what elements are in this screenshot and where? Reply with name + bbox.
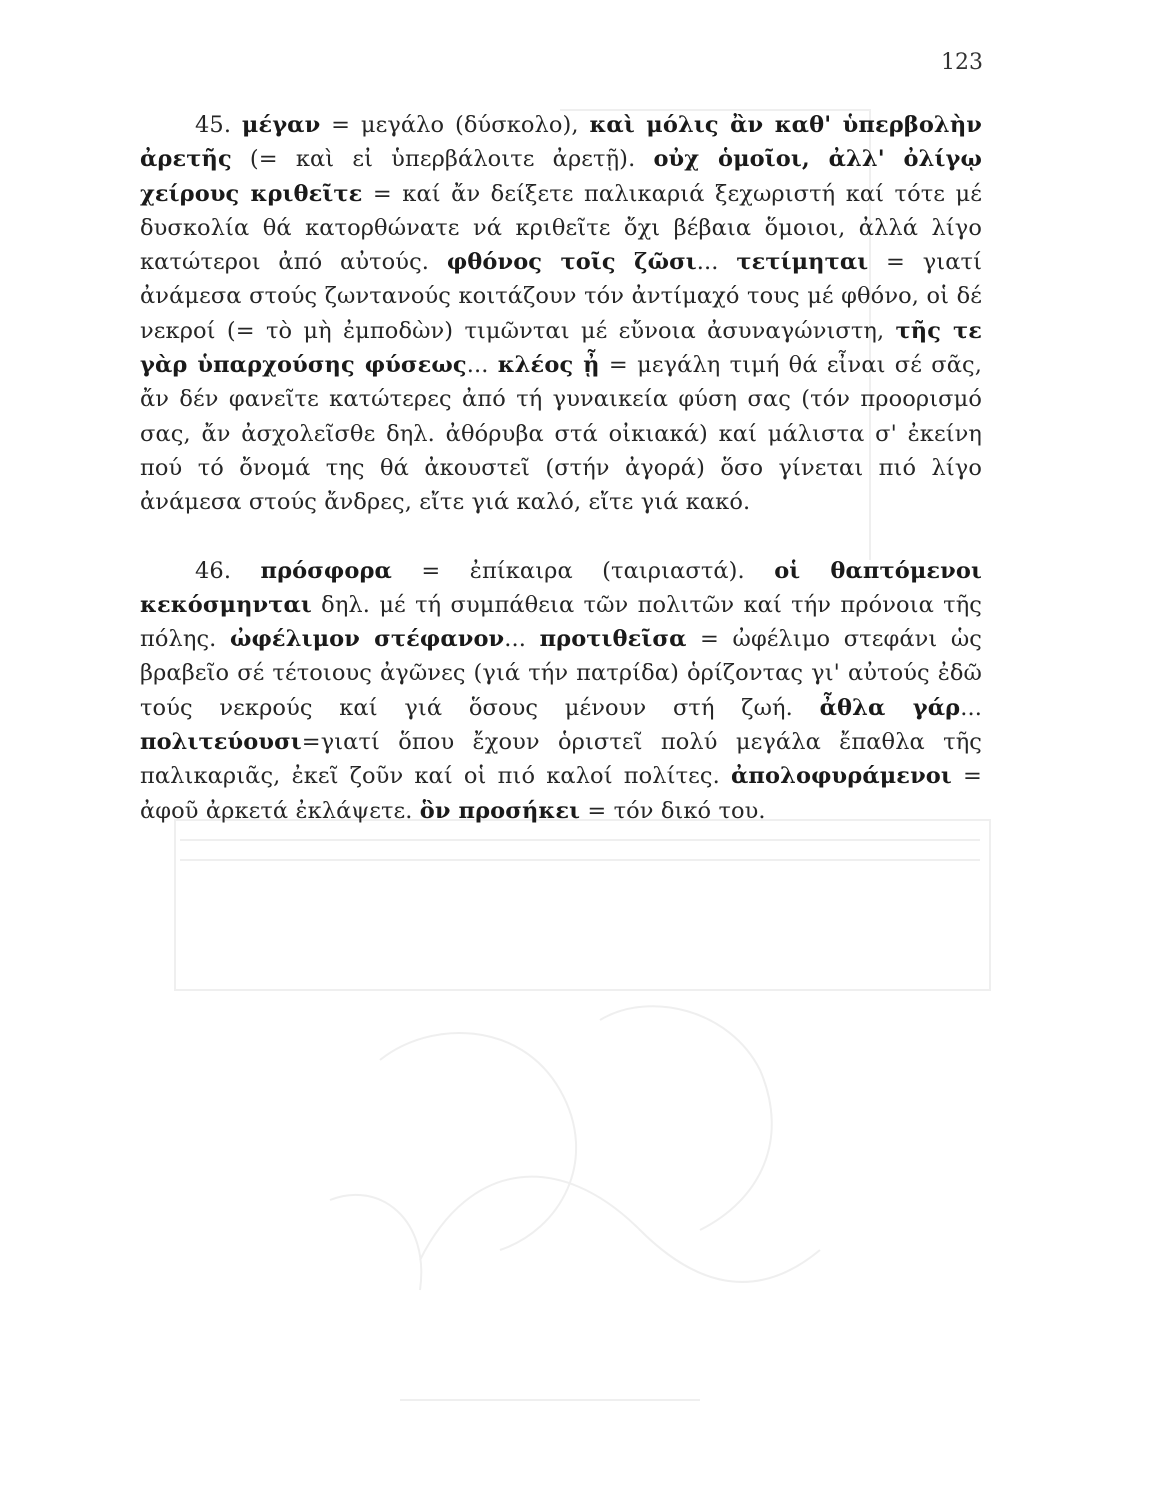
explanation-text: ... [466,352,498,379]
explanation-text: = γιατί ἀνάμεσα στούς ζωντανούς κοιτάζουν τόν ἀντίμαχό τους μέ φθόνο, οἱ δέ νεκροί (= τὸ μὴ ἐμποδὼν) τιμῶνται μέ εὔνοια ἀσυναγώνιστη, [140,249,982,344]
explanation-text: = μεγάλο (δύσκολο), [320,112,590,138]
glossed-term: τῆς τε γὰρ ὑπαρχούσης φύσεως [140,317,982,379]
glossed-term: φθόνος τοῖς ζῶσι [446,249,697,276]
page-number: 123 [941,50,983,75]
explanation-text: =γιατί ὅπου ἔχουν ὁριστεῖ πολύ μεγάλα ἔπαθλα τῆς παλικαριᾶς, ἐκεῖ ζοῦν καί οἱ πιό καλοί πολίτες. [140,729,982,790]
glossed-term: πρόσφορα [260,557,392,584]
glossed-term: ὃν προσήκει [419,797,581,824]
document-body [140,108,982,862]
explanation-text: = τόν δικό του. [580,797,766,824]
glossed-term: καὶ μόλις ἂν καθ' ὑπερβολὴν ἀρετῆς [140,112,982,173]
glossed-term: κλέος ᾖ [497,352,600,379]
explanation-text: = ὠφέλιμο στεφάνι ὡς βραβεῖο σέ τέτοιους ἀγῶνες (γιά τήν πατρίδα) ὁρίζοντας γι' αὐτούς ἐδῶ τούς νεκρούς καί γιά ὅσους μένουν στή ζωή. [140,626,982,721]
glossed-term: ἆθλα γάρ [819,694,961,721]
glossed-term: ἀπολοφυράμενοι [731,763,952,790]
explanation-text: ... [960,694,982,721]
explanation-text: ... [696,249,737,276]
glossed-term: ὠφέλιμον στέφανον [229,626,505,653]
explanation-text: (= καὶ εἰ ὑπερβάλοιτε ἀρετῇ). [231,146,654,173]
explanation-text: 46. [195,557,261,584]
explanation-text: ... [504,626,540,653]
explanation-text: = ἀφοῦ ἀρκετά ἐκλάψετε. [140,763,982,824]
glossed-term: πολιτεύουσι [140,729,302,756]
explanation-text: = καί ἄν δείξετε παλικαριά ξεχωριστή καί τότε μέ δυσκολία θά κατορθώνατε νά κριθεῖτε ὄχι βέβαια ὅμοιοι, ἀλλά λίγο κατώτεροι ἀπό αὐτούς. [140,180,982,276]
glossed-term: οἱ θαπτόμενοι κεκόσμηνται [140,557,982,618]
glossed-term: μέγαν [241,112,321,138]
paragraph-45 [140,108,982,520]
glossed-term: τετίμηται [736,249,869,276]
explanation-text: 45. [195,112,242,138]
explanation-text: δηλ. μέ τή συμπάθεια τῶν πολιτῶν καί τήν πρόνοια τῆς πόλης. [140,591,982,653]
explanation-text: = μεγάλη τιμή θά εἶναι σέ σᾶς, ἄν δέν φανεῖτε κατώτερες ἀπό τή γυναικεία φύση σας (τόν προορισμό σας, ἄν ἀσχολεῖσθε δηλ. ἀθόρυβα στά οἰκιακά) καί μάλιστα σ' ἐκείνη πού τό ὄνομά της θά ἀκουστεῖ (στήν ἀγορά) ὅσο γίνεται πιό λίγο ἀνάμεσα στούς ἄνδρες, εἴτε γιά καλό, εἴτε γιά κακό. [140,352,982,516]
paragraph-46 [140,554,982,828]
explanation-text: = ἐπίκαιρα (ταιριαστά). [391,557,775,584]
glossed-term: προτιθεῖσα [539,626,687,653]
glossed-term: οὐχ ὁμοῖοι, ἀλλ' ὀλίγῳ χείρους κριθεῖτε [140,146,983,207]
